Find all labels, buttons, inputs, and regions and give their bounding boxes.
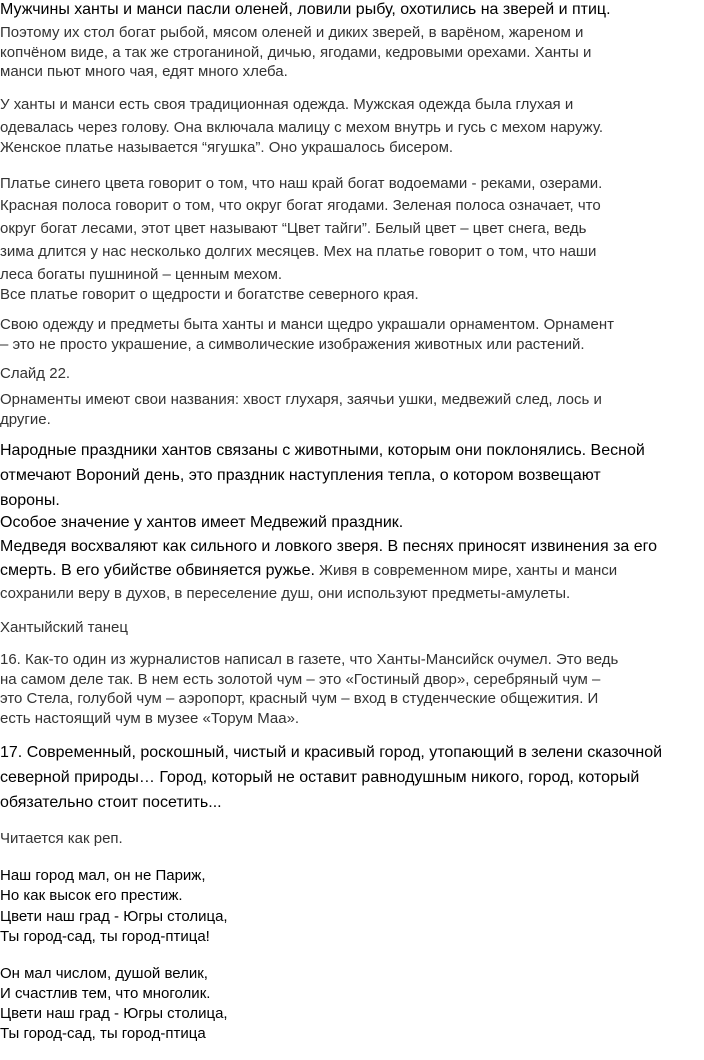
text-line: – это не просто украшение, а символические изображения животных или растений. — [0, 336, 585, 353]
text-line: зима длится у нас несколько долгих месяцев. Мех на платье говорит о том, что наши — [0, 243, 597, 260]
poem-line: И счастлив тем, что многолик. — [0, 985, 211, 1002]
text-line: это Стела, голубой чум – аэропорт, красный чум – вход в студенческие общежития. И — [0, 690, 599, 707]
text-segment: смерть. В его убийстве обвиняется ружье. — [0, 562, 315, 579]
text-segment: Живя в современном мире, ханты и манси — [314, 562, 618, 579]
text-line: есть настоящий чум в музее «Торум Маа». — [0, 710, 300, 727]
text-line: Медведя восхваляют как сильного и ловкого зверя. В песнях приносят извинения за его — [0, 538, 658, 555]
text-line: вороны. — [0, 492, 60, 509]
text-line: отмечают Вороний день, это праздник наступления тепла, о котором возвещают — [0, 467, 601, 484]
text-line: на самом деле так. В нем есть золотой чум – это «Гостиный двор», серебряный чум – — [0, 671, 601, 688]
poem-line: Но как высок его престиж. — [0, 887, 183, 904]
text-line: манси пьют много чая, едят много хлеба. — [0, 63, 288, 80]
text-line: другие. — [0, 411, 51, 428]
poem-line: Наш город мал, он не Париж, — [0, 867, 206, 884]
text-line: леса богаты пушниной – ценным мехом. — [0, 266, 283, 283]
text-line: Народные праздники хантов связаны с животными, которым они поклонялись. Весной — [0, 442, 645, 459]
text-line: Мужчины ханты и манси пасли оленей, ловили рыбу, охотились на зверей и птиц. — [0, 1, 611, 18]
poem-line: Ты город-сад, ты город-птица — [0, 1025, 206, 1042]
text-line — [0, 563, 617, 579]
text-line: Особое значение у хантов имеет Медвежий праздник. — [0, 514, 404, 531]
text-line: Платье синего цвета говорит о том, что наш край богат водоемами - реками, озерами. — [0, 175, 603, 192]
poem-line: Он мал числом, душой велик, — [0, 965, 208, 982]
text-line: Орнаменты имеют свои названия: хвост глухаря, заячьи ушки, медвежий след, лось и — [0, 391, 602, 408]
text-line: одевалась через голову. Она включала малицу с мехом внутрь и гусь с мехом наружу. — [0, 119, 603, 136]
text-line: северной природы… Город, который не оставит равнодушным никого, город, который — [0, 769, 640, 786]
text-line: У ханты и манси есть своя традиционная одежда. Мужская одежда была глухая и — [0, 96, 574, 113]
text-line: копчёном виде, а так же строганиной, дичью, ягодами, кедровыми орехами. Ханты и — [0, 44, 592, 61]
text-line: 17. Современный, роскошный, чистый и красивый город, утопающий в зелени сказочной — [0, 744, 663, 761]
text-line: Свою одежду и предметы быта ханты и манси щедро украшали орнаментом. Орнамент — [0, 316, 615, 333]
text-line: Красная полоса говорит о том, что округ богат ягодами. Зеленая полоса означает, что — [0, 197, 601, 214]
text-line: округ богат лесами, этот цвет называют “Цвет тайги”. Белый цвет – цвет снега, ведь — [0, 220, 587, 237]
text-line: Женское платье называется “ягушка”. Оно украшалось бисером. — [0, 139, 454, 156]
text-line: обязательно стоит посетить... — [0, 794, 222, 811]
text-line: 16. Как-то один из журналистов написал в газете, что Ханты-Мансийск очумел. Это ведь — [0, 651, 619, 668]
section-heading: Хантыйский танец — [0, 619, 128, 636]
text-line: Поэтому их стол богат рыбой, мясом оленей и диких зверей, в варёном, жареном и — [0, 24, 584, 41]
text-line: Все платье говорит о щедрости и богатстве северного края. — [0, 286, 419, 303]
poem-line: Ты город-сад, ты город-птица! — [0, 928, 210, 945]
poem-line: Цвети наш град - Югры столица, — [0, 1005, 228, 1022]
text-line: сохранили веру в духов, в переселение душ, они используют предметы-амулеты. — [0, 585, 571, 602]
slide-marker: Слайд 22. — [0, 365, 71, 382]
poem-line: Цвети наш град - Югры столица, — [0, 908, 228, 925]
text-line: Читается как реп. — [0, 830, 123, 847]
